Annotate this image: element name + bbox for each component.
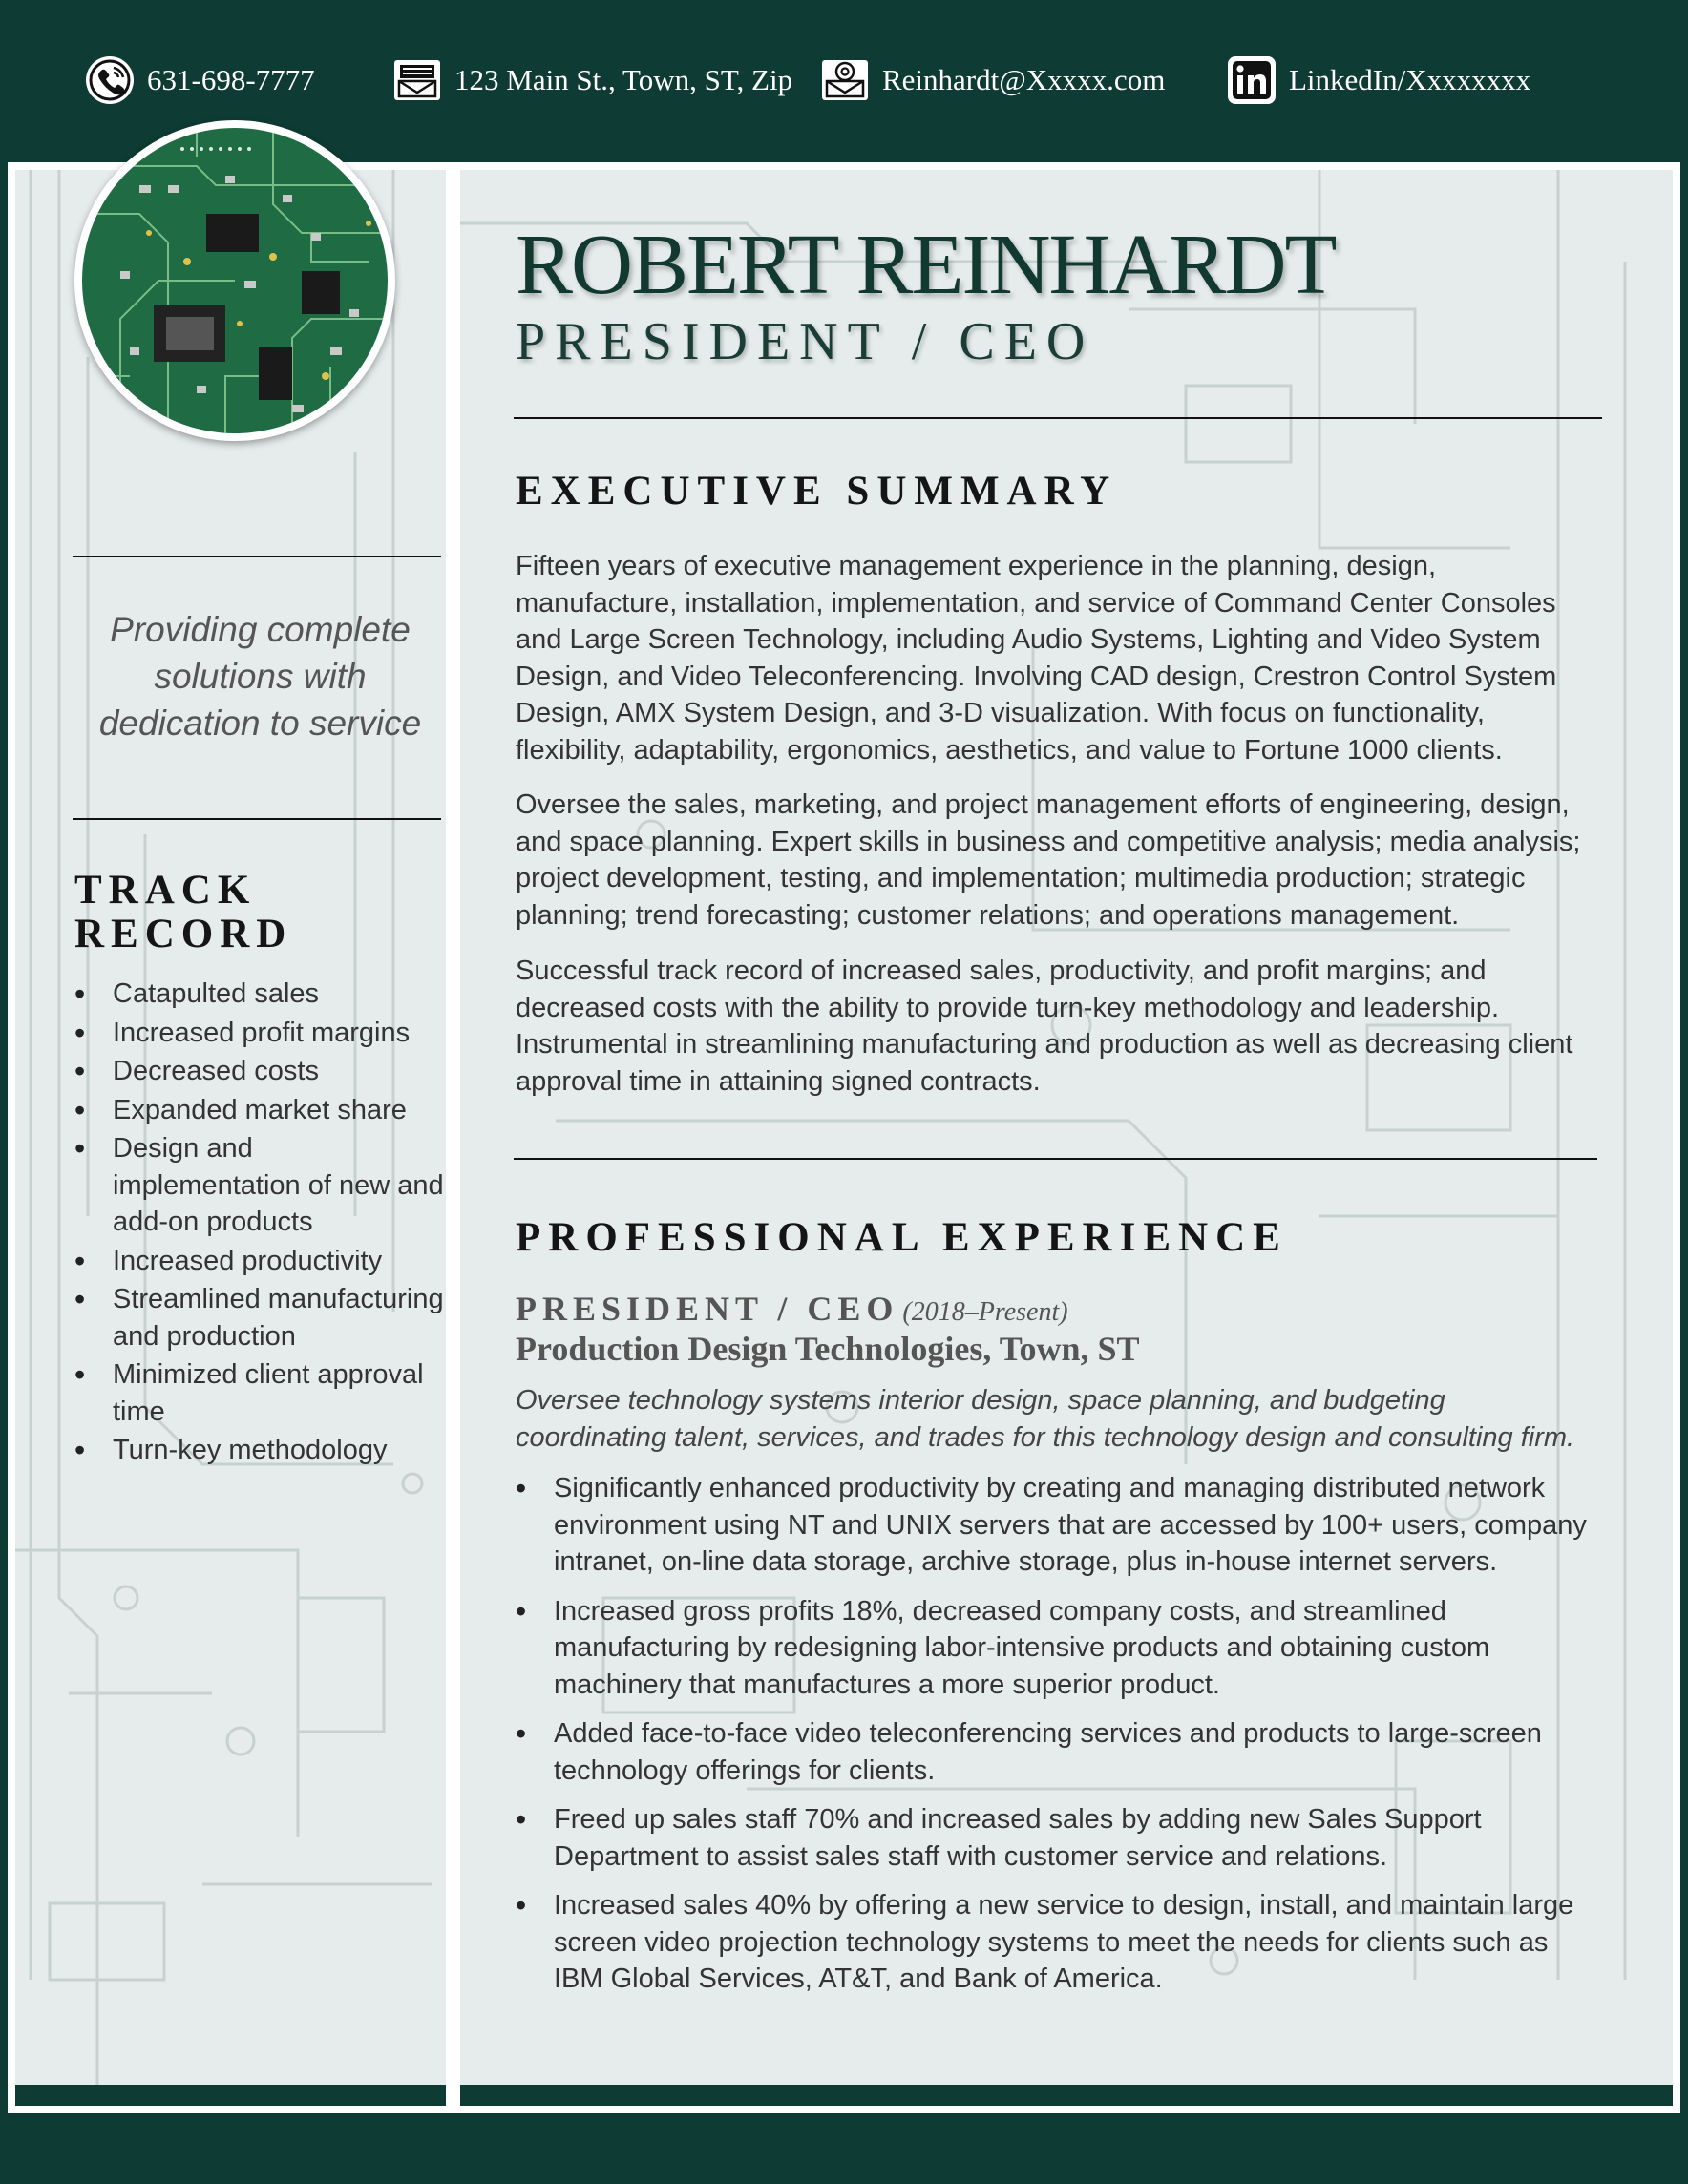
professional-experience-heading: PROFESSIONAL EXPERIENCE [516,1215,1288,1260]
contact-linkedin[interactable] [1226,50,1530,111]
contact-address [391,50,792,111]
summary-paragraph: Fifteen years of executive management experience in the planning, design, manufacture, installation, implementation, and service of Command Center Consoles and Large Screen Technology, including Audio Systems, Lighting and Video System Design, and Video Teleconferencing. Involving CAD design, Crestron Control System Design, AMX System Design, and 3-D visualization. With focus on functionality, flexibility, adaptability, ergonomics, aesthetics, and value to Fortune 1000 clients. [516,551,1557,766]
executive-summary-heading: EXECUTIVE SUMMARY [516,469,1118,514]
list-item: • Increased sales 40% by offering a new service to design, install, and maintain large screen video projection technology systems to meet the needs for clients such as IBM Global Services, AT&T, and Bank of America. [516,1887,1604,1998]
achievement-list [516,1470,1604,2010]
linkedin-icon [1226,54,1277,106]
list-item: • Streamlined manufacturing and production [74,1281,447,1354]
candidate-name: ROBERT REINHARDT [516,218,1336,312]
summary-paragraph: Oversee the sales, marketing, and project management efforts of engineering, design, and space planning. Expert skills in business and competitive analysis; media analysis; project development, testing, and implementation; multimedia production; strategic planning; trend forecasting; customer relations; and operations management. [516,789,1581,931]
address-text: 123 Main St., Town, ST, Zip [454,63,793,96]
job-description: Oversee technology systems interior design, space planning, and budgeting coordinating talent, services, and trades for this technology design and consulting firm. [516,1385,1575,1453]
envelope-icon [391,54,443,106]
list-item: • Increased productivity [74,1243,447,1280]
job-title: PRESIDENT / CEO (2018–Present) [516,1290,1068,1328]
sidebar-divider-top [73,556,441,557]
email-at-icon [819,54,871,106]
list-item: • Turn-key methodology [74,1432,447,1469]
list-item: • Increased profit margins [74,1015,447,1052]
tagline: Providing complete solutions with dedication to service [98,610,422,743]
contact-phone[interactable] [84,50,315,111]
list-item: • Added face-to-face video teleconferencing services and products to large-screen technology offerings for clients. [516,1715,1604,1789]
candidate-title: PRESIDENT / CEO [516,312,1095,371]
list-item: • Expanded market share [74,1092,447,1129]
list-item: • Significantly enhanced productivity by creating and managing distributed network environment using NT and UNIX servers that are accessed by 100+ users, company intranet, on-line data storage, archive storage, plus in-house internet servers. [516,1470,1604,1581]
list-item: • Design and implementation of new and add-on products [74,1130,447,1241]
track-record-list [74,976,447,1471]
avatar [74,120,395,441]
list-item: • Freed up sales staff 70% and increased sales by adding new Sales Support Department to assist sales staff with customer service and relations. [516,1801,1604,1875]
contact-email[interactable] [819,50,1165,111]
list-item: • Decreased costs [74,1053,447,1090]
list-item: • Minimized client approval time [74,1356,447,1430]
column-divider [446,166,460,2108]
list-item: • Increased gross profits 18%, decreased company costs, and streamlined manufacturing by redesigning labor-intensive products and obtaining custom machinery that manufactures a more superior product. [516,1593,1604,1704]
list-item: • Catapulted sales [74,976,447,1013]
email-text: Reinhardt@Xxxxx.com [882,63,1166,96]
job-dates: (2018–Present) [902,1297,1068,1327]
track-record-heading: TRACK RECORD [74,868,293,956]
section-divider [514,1158,1597,1160]
company-name: Production Design Technologies, Town, ST [516,1330,1140,1368]
sidebar-divider-bottom [73,818,441,820]
header-divider [514,417,1602,419]
linkedin-text: LinkedIn/Xxxxxxxx [1289,63,1531,96]
phone-text: 631-698-7777 [147,63,315,96]
summary-paragraph: Successful track record of increased sales, productivity, and profit margins; and decreased costs with the ability to provide turn-key methodology and leadership. Instrumental in streamlining manufacturing and production as well as decreasing client approval time in attaining signed contracts. [516,956,1573,1097]
phone-icon [84,54,136,106]
circuit-board-photo [82,128,388,433]
